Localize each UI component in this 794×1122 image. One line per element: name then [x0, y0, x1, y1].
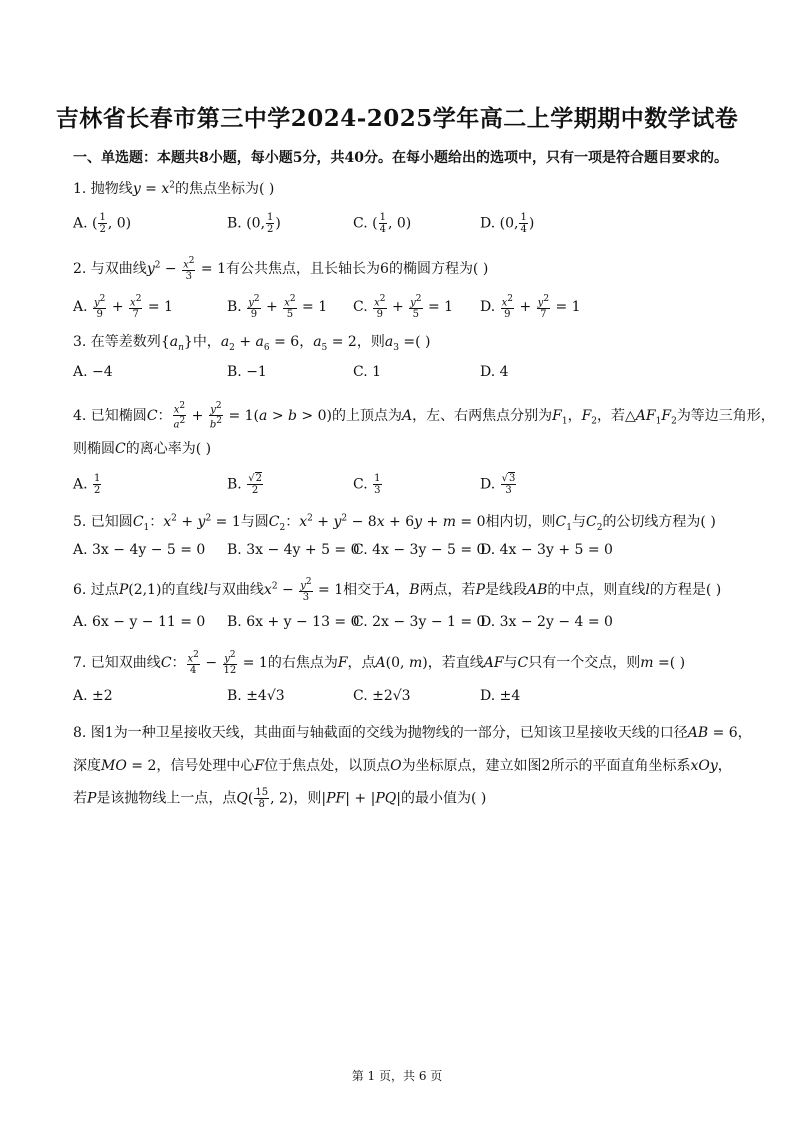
option-b[interactable]: B. $\frac{y^2}{9}$ + $\frac{x^2}{5}$ = 1: [227, 294, 328, 321]
option-b[interactable]: B. (0, $\frac{1}{2}$ ): [227, 212, 281, 235]
option-c[interactable]: C. 2x − 3y − 1 = 0: [353, 614, 486, 630]
option-d[interactable]: D. (0, $\frac{1}{4}$ ): [480, 212, 535, 235]
page-title: 吉林省长春市第三中学2024-2025学年高二上学期期中数学试卷: [55, 105, 739, 132]
option-a[interactable]: A. 6x − y − 11 = 0: [73, 614, 206, 630]
option-b[interactable]: B. $\frac{√2}{2}$: [227, 473, 262, 496]
question-4: 4. 已知椭圆C： $\frac{x^2}{a^2}$ + $\frac{y^2}{b^2}$ = 1(a > b > 0)的上顶点为A，左、右两焦点分别为$F_1$，$F_2$，若$\triangle AF_1F_2$为等边三角形，: [73, 401, 775, 431]
question-8-line-2: 深度MO = 2，信号处理中心F位于焦点处，以顶点O为坐标原点，建立如图2所示的平面直角坐标系xOy，: [73, 758, 732, 774]
question-4-line-2: 则椭圆C的离心率为( ): [73, 441, 212, 457]
option-b[interactable]: B. 6x + y − 13 = 0: [227, 614, 360, 630]
option-c[interactable]: C. 1: [353, 364, 382, 380]
section-heading: 一、单选题：本题共8小题，每小题5分，共40分。在每小题给出的选项中，只有一项是符合题目要求的。: [73, 150, 728, 166]
option-c[interactable]: C. $\frac{x^2}{9}$ + $\frac{y^2}{5}$ = 1: [353, 294, 454, 321]
option-d[interactable]: D. $\frac{√3}{3}$: [480, 473, 516, 496]
option-a[interactable]: A. ( $\frac{1}{2}$ , 0): [73, 212, 132, 235]
question-3: 3. 在等差数列$\{a_n\}$中，$a_2 + a_6 = 6$，$a_5 = 2$，则$a_3$ =( ): [73, 334, 431, 353]
option-c[interactable]: C. $\frac{1}{3}$: [353, 473, 381, 496]
option-c[interactable]: C. 4x − 3y − 5 = 0: [353, 542, 486, 558]
question-7: 7. 已知双曲线C： $\frac{x^2}{4}$ − $\frac{y^2}{12}$ = 1的右焦点为F，点A(0, m)，若直线AF与C只有一个交点，则m =( ): [73, 650, 686, 677]
question-1: 1. 抛物线$y = x^2$的焦点坐标为( ): [73, 180, 275, 197]
option-c[interactable]: C. ±2√3: [353, 688, 411, 704]
option-a[interactable]: A. ±2: [73, 688, 113, 704]
question-2: 2. 与双曲线$y^2$ − $\frac{x^2}{3}$ = 1有公共焦点，且长轴长为6的椭圆方程为( ): [73, 256, 489, 283]
option-d[interactable]: D. 3x − 2y − 4 = 0: [480, 614, 613, 630]
option-b[interactable]: B. ±4√3: [227, 688, 285, 704]
option-a[interactable]: A. $\frac{1}{2}$: [73, 473, 101, 496]
question-8-line-3: 若P是该抛物线上一点，点Q( $\frac{15}{8}$ , 2)，则|PF| + |PQ|的最小值为( ): [73, 787, 487, 810]
option-a[interactable]: A. 3x − 4y − 5 = 0: [73, 542, 206, 558]
option-d[interactable]: D. 4: [480, 364, 509, 380]
option-c[interactable]: C. ( $\frac{1}{4}$ , 0): [353, 212, 412, 235]
option-d[interactable]: D. 4x − 3y + 5 = 0: [480, 542, 613, 558]
option-a[interactable]: A. −4: [73, 364, 113, 380]
option-b[interactable]: B. −1: [227, 364, 267, 380]
option-a[interactable]: A. $\frac{y^2}{9}$ + $\frac{x^2}{7}$ = 1: [73, 294, 173, 321]
option-d[interactable]: D. $\frac{x^2}{9}$ + $\frac{y^2}{7}$ = 1: [480, 294, 581, 321]
question-5: 5. 已知圆$C_1$：$x^2 + y^2 = 1$与圆$C_2$：$x^2 + y^2 - 8x + 6y + m = 0$相内切，则$C_1$与$C_2$的公切线方程为( ): [73, 513, 716, 533]
option-b[interactable]: B. 3x − 4y + 5 = 0: [227, 542, 360, 558]
option-d[interactable]: D. ±4: [480, 688, 521, 704]
page-footer: 第 1 页，共 6 页: [351, 1069, 443, 1083]
question-6: 6. 过点P(2,1)的直线l与双曲线$x^2$ − $\frac{y^2}{3}$ = 1相交于A，B两点，若P是线段AB的中点，则直线l的方程是( ): [73, 577, 722, 604]
question-8: 8. 图1为一种卫星接收天线，其曲面与轴截面的交线为抛物线的一部分，已知该卫星接收天线的口径AB = 6，: [73, 725, 752, 741]
